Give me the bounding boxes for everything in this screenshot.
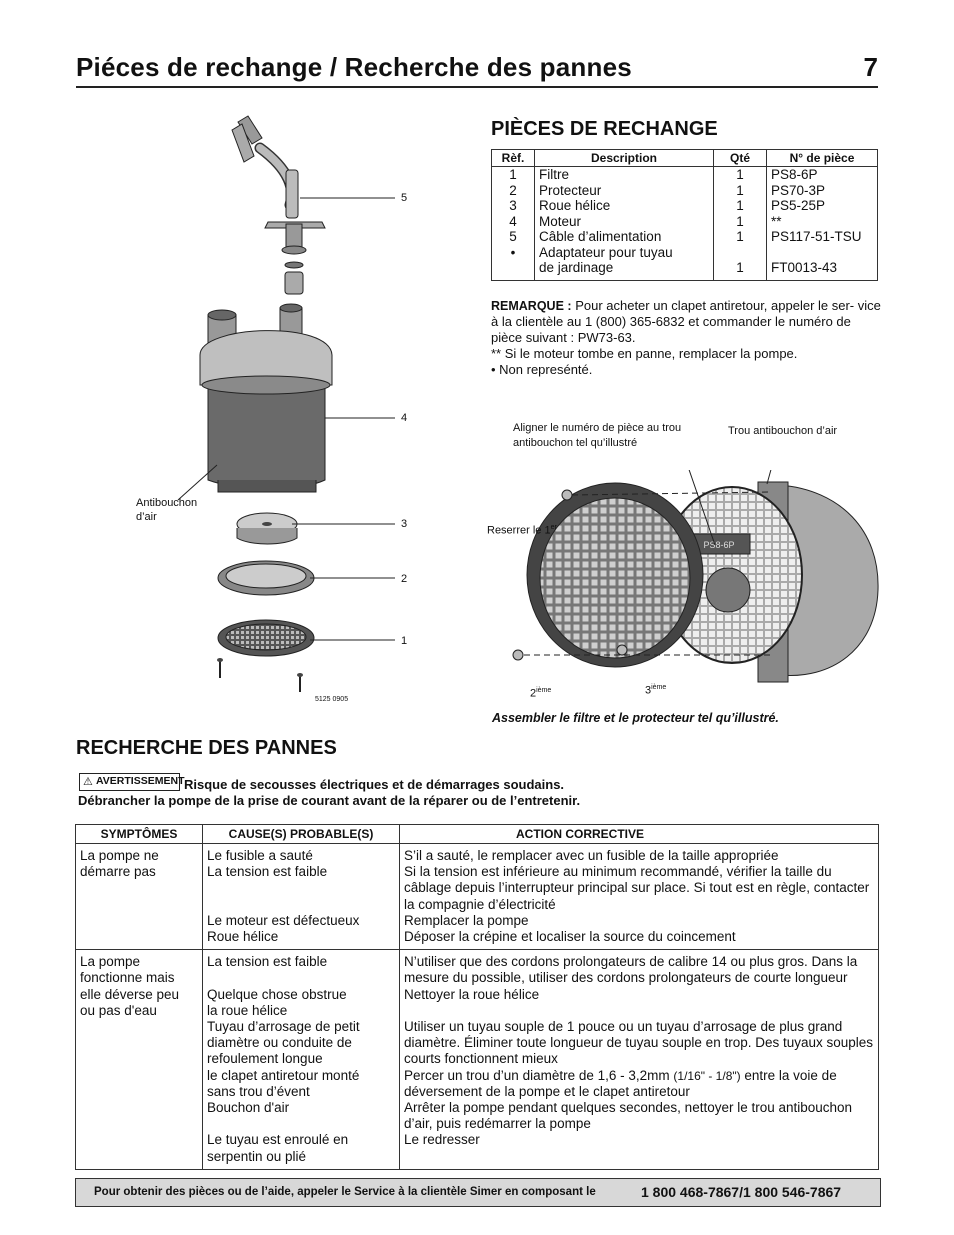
table-row [76,844,879,950]
page-title: Piéces de rechange / Recherche des pannes [76,52,632,82]
table-row: 4 Moteur 1 ** [492,214,878,230]
parts-heading: PIÈCES DE RECHANGE [491,118,718,140]
table-row: de jardinage 1 FT0013-43 [492,260,878,280]
table-row: 3 Roue hélice 1 PS5-25P [492,198,878,214]
footer-text: Pour obtenir des pièces ou de l’aide, appeler le Service à la clientèle Simer en composant le [94,1186,596,1198]
action-cell: N’utiliser que des cordons prolongateurs de calibre 14 ou plus gros. Dans la mesure du possible, utiliser des cordons prolongateurs de courte longueur Nettoyer la roue hélice Utiliser un tuyau souple de 1 pouce ou un tuyau d’arrosage de plus grand diamètre. Éliminer toute longueur de tuyau souple en trop. Des tuyaux souples courts fonctionnent mieux Percer un trou d’un diamètre de 1,6 - 3,2mm (1/16" - 1/8") entre la voie de déversement de la pompe et le clapet antiretour Arrêter la pompe pendant quelques secondes, nettoyer le trou antibouchon d’air, puis redémarrer la pompe Le redresser [400,950,879,1170]
troubleshooting-heading: RECHERCHE DES PANNES [76,737,337,759]
col-action: ACTION CORRECTIVE [400,825,879,844]
table-row: 1 Filtre 1 PS8-6P [492,167,878,183]
footer-phone: 1 800 468-7867/1 800 546-7867 [641,1184,842,1200]
warning-line-2: Débrancher la pompe de la prise de courant avant de la réparer ou de l’entretenir. [78,793,581,808]
exploded-pump-diagram [120,110,420,710]
warning-badge: ⚠ AVERTISSEMENT [79,773,180,791]
filter-part-tag: PS8-6P [703,540,735,550]
callout-4: 4 [401,412,408,424]
col-symptoms: SYMPTÔMES [76,825,203,844]
symptom-cell: La pompe ne démarre pas [76,844,203,950]
filter-assembly-diagram [500,470,885,705]
parts-note: REMARQUE : Pour acheter un clapet antiretour, appeler le ser- vice à la clientèle au 1 (800) 365-6832 et commander le numéro de pièce suivant : PW73-63. ** Si le moteur tombe en panne, remplacer la pompe. • Non represénté. [491,298,881,377]
power-cable-drawing [232,116,298,218]
col-part-number: N° de pièce [767,150,878,167]
assembly-third-label: 3ième [645,684,667,697]
motor-drawing [200,304,332,492]
assembly-align-label: Aligner le numéro de pièce au trou antibouchon tel qu’illustré [513,422,682,449]
page-header [76,52,878,88]
filter-drawing [217,620,314,692]
figure-code: 5125 0905 [315,696,349,703]
assembly-second-label: 2ième [530,687,552,700]
cause-cell: La tension est faible Quelque chose obstrue la roue hélice Tuyau d’arrosage de petit diamètre ou conduite de refoulement longue le clapet antiretour monté sans trou d’évent Bouchon d'air Le tuyau est enroulé en serpentin ou plié [203,950,400,1170]
col-qty: Qté [714,150,767,167]
assembly-caption: Assembler le filtre et le protecteur tel qu’illustré. [492,711,779,725]
callout-5: 5 [401,192,408,204]
table-row: 5 Câble d’alimentation 1 PS117-51-TSU [492,229,878,245]
impeller-drawing [237,513,297,544]
callout-3: 3 [401,518,408,530]
adapter-drawing [265,222,325,294]
warning-line-1: Risque de secousses électriques et de démarrages soudains. [184,777,565,792]
page-number: 7 [863,52,878,82]
troubleshooting-table [75,824,879,1170]
table-row: 2 Protecteur 1 PS70-3P [492,183,878,199]
cause-cell: Le fusible a sauté La tension est faible Le moteur est défectueux Roue hélice [203,844,400,950]
callout-1: 1 [401,635,408,647]
symptom-cell: La pompe fonctionne mais elle déverse peu ou pas d'eau [76,950,203,1170]
col-description: Description [535,150,714,167]
footer-bar [75,1178,881,1207]
action-cell: S’il a sauté, le remplacer avec un fusible de la taille appropriée Si la tension est inférieure au minimum recommandé, vérifier la taille du câblage depuis l’interrupteur principal sur place. Si tout est en règle, contacter la compagnie d’électricité Remplacer la pompe Déposer la crépine et localiser la source du coincement [400,844,879,950]
assembly-hole-label: Trou antibouchon d’air [728,425,838,437]
callout-2: 2 [401,573,408,585]
table-row [76,950,879,1170]
col-ref: Rèf. [492,150,535,167]
assembly-first-label: Reserrer le 1er [487,524,557,537]
table-row: • Adaptateur pour tuyau [492,245,878,261]
parts-table [491,149,878,281]
antibouchon-label: Antibouchon d’air [136,497,198,523]
warning-icon: ⚠ [83,776,93,788]
col-causes: CAUSE(S) PROBABLE(S) [203,825,400,844]
protector-drawing [218,561,314,595]
